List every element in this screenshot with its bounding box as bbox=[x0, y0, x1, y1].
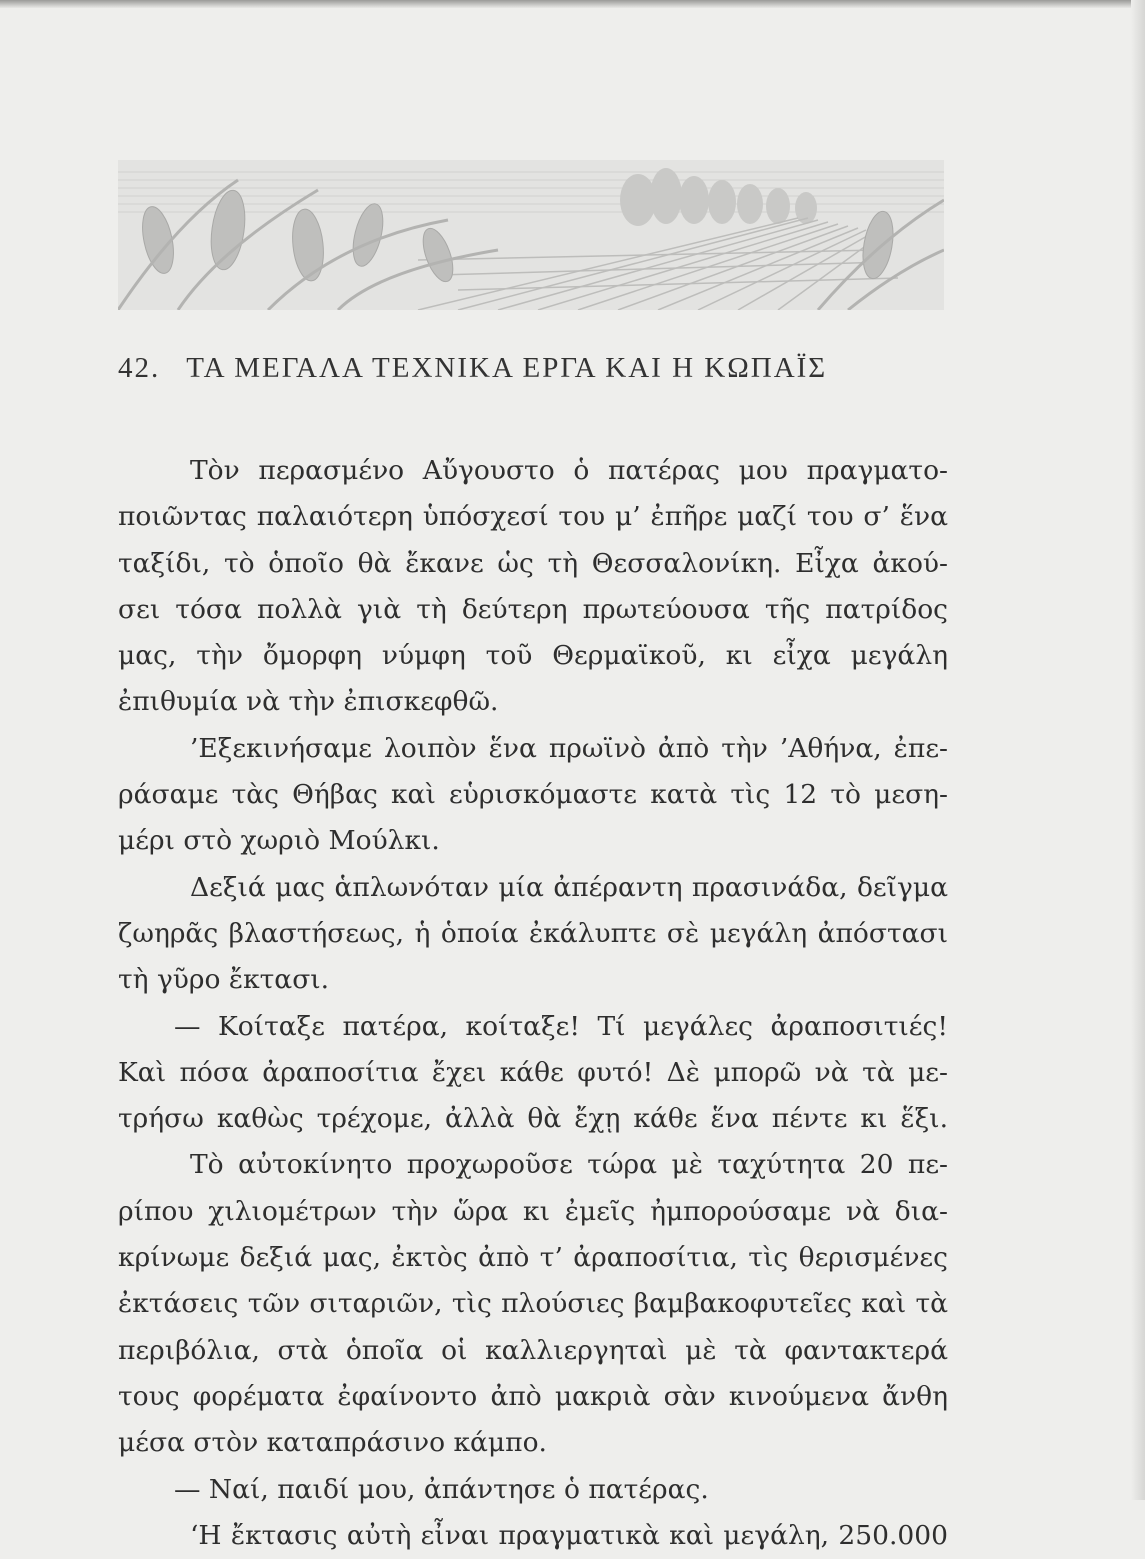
text-line: ταξίδι, τὸ ὁποῖο θὰ ἔκανε ὡς τὴ Θεσσαλονίκη. Εἶχα ἀκού- bbox=[118, 547, 948, 579]
text-line: περιβόλια, στὰ ὁποῖα οἱ καλλιεργηταὶ μὲ τὰ φαντακτερά bbox=[118, 1334, 948, 1366]
text-line: Τὸ αὐτοκίνητο προχωροῦσε τώρα μὲ ταχύτητα 20 πε- bbox=[190, 1149, 948, 1181]
text-line: — Κοίταξε πατέρα, κοίταξε! Τί μεγάλες ἀραποσιτιές! bbox=[174, 1010, 948, 1042]
text-line: σει τόσα πολλὰ γιὰ τὴ δεύτερη πρωτεύουσα τῆς πατρίδος bbox=[118, 593, 948, 625]
text-line: Δεξιά μας ἁπλωνόταν μία ἀπέραντη πρασινάδα, δεῖγμα bbox=[190, 871, 948, 903]
text-line: — Ναί, παιδί μου, ἀπάντησε ὁ πατέρας. bbox=[174, 1473, 709, 1505]
text-line: μέρι στὸ χωριὸ Μούλκι. bbox=[118, 825, 440, 857]
text-line: μας, τὴν ὄμορφη νύμφη τοῦ Θερμαϊκοῦ, κι εἶχα μεγάλη bbox=[118, 640, 948, 672]
text-line: ζωηρᾶς βλαστήσεως, ἡ ὁποία ἐκάλυπτε σὲ μεγάλη ἀπόστασι bbox=[118, 917, 948, 949]
text-line: ἐπιθυμία νὰ τὴν ἐπισκεφθῶ. bbox=[118, 686, 499, 718]
text-line: κρίνωμε δεξιά μας, ἐκτὸς ἀπὸ τ’ ἀραποσίτια, τὶς θερισμένες bbox=[118, 1242, 948, 1274]
chapter-title: ΤΑ ΜΕΓΑΛΑ ΤΕΧΝΙΚΑ ΕΡΓΑ ΚΑΙ Η ΚΩΠΑΪΣ bbox=[186, 352, 828, 384]
text-line: ποιῶντας παλαιότερη ὑπόσχεσί του μ’ ἐπῆρε μαζί του σ’ ἕνα bbox=[118, 501, 948, 533]
text-line: μέσα στὸν καταπράσινο κάμπο. bbox=[118, 1427, 547, 1459]
text-line: ’Εξεκινήσαμε λοιπὸν ἕνα πρωϊνὸ ἀπὸ τὴν ’Αθήνα, ἐπε- bbox=[190, 732, 948, 764]
text-line: ‘Η ἔκτασις αὐτὴ εἶναι πραγματικὰ καὶ μεγάλη, 250.000 bbox=[190, 1519, 948, 1551]
body-text bbox=[118, 448, 948, 1559]
page-right-edge bbox=[1131, 0, 1145, 1500]
chapter-number: 42. bbox=[118, 352, 161, 384]
text-line: Καὶ πόσα ἀραποσίτια ἔχει κάθε φυτό! Δὲ μπορῶ νὰ τὰ με- bbox=[118, 1056, 948, 1088]
corn-field-illustration bbox=[118, 160, 944, 310]
text-line: ἐκτάσεις τῶν σιταριῶν, τὶς πλούσιες βαμβακοφυτεῖες καὶ τὰ bbox=[118, 1288, 948, 1320]
text-line: Τὸν περασμένο Αὔγουστο ὁ πατέρας μου πραγματο- bbox=[190, 455, 948, 486]
text-line: τους φορέματα ἐφαίνοντο ἀπὸ μακριὰ σὰν κινούμενα ἄνθη bbox=[118, 1380, 948, 1412]
text-line: ράσαμε τὰς Θήβας καὶ εὑρισκόμαστε κατὰ τὶς 12 τὸ μεση- bbox=[118, 779, 948, 811]
text-line: τὴ γῦρο ἔκτασι. bbox=[118, 964, 330, 996]
text-line: ρίπου χιλιομέτρων τὴν ὥρα κι ἐμεῖς ἠμπορούσαμε νὰ δια- bbox=[118, 1195, 948, 1227]
page-top-edge bbox=[0, 0, 1145, 8]
text-line: τρήσω καθὼς τρέχομε, ἀλλὰ θὰ ἔχῃ κάθε ἕνα πέντε κι ἕξι. bbox=[118, 1103, 948, 1135]
chapter-heading bbox=[118, 352, 958, 385]
